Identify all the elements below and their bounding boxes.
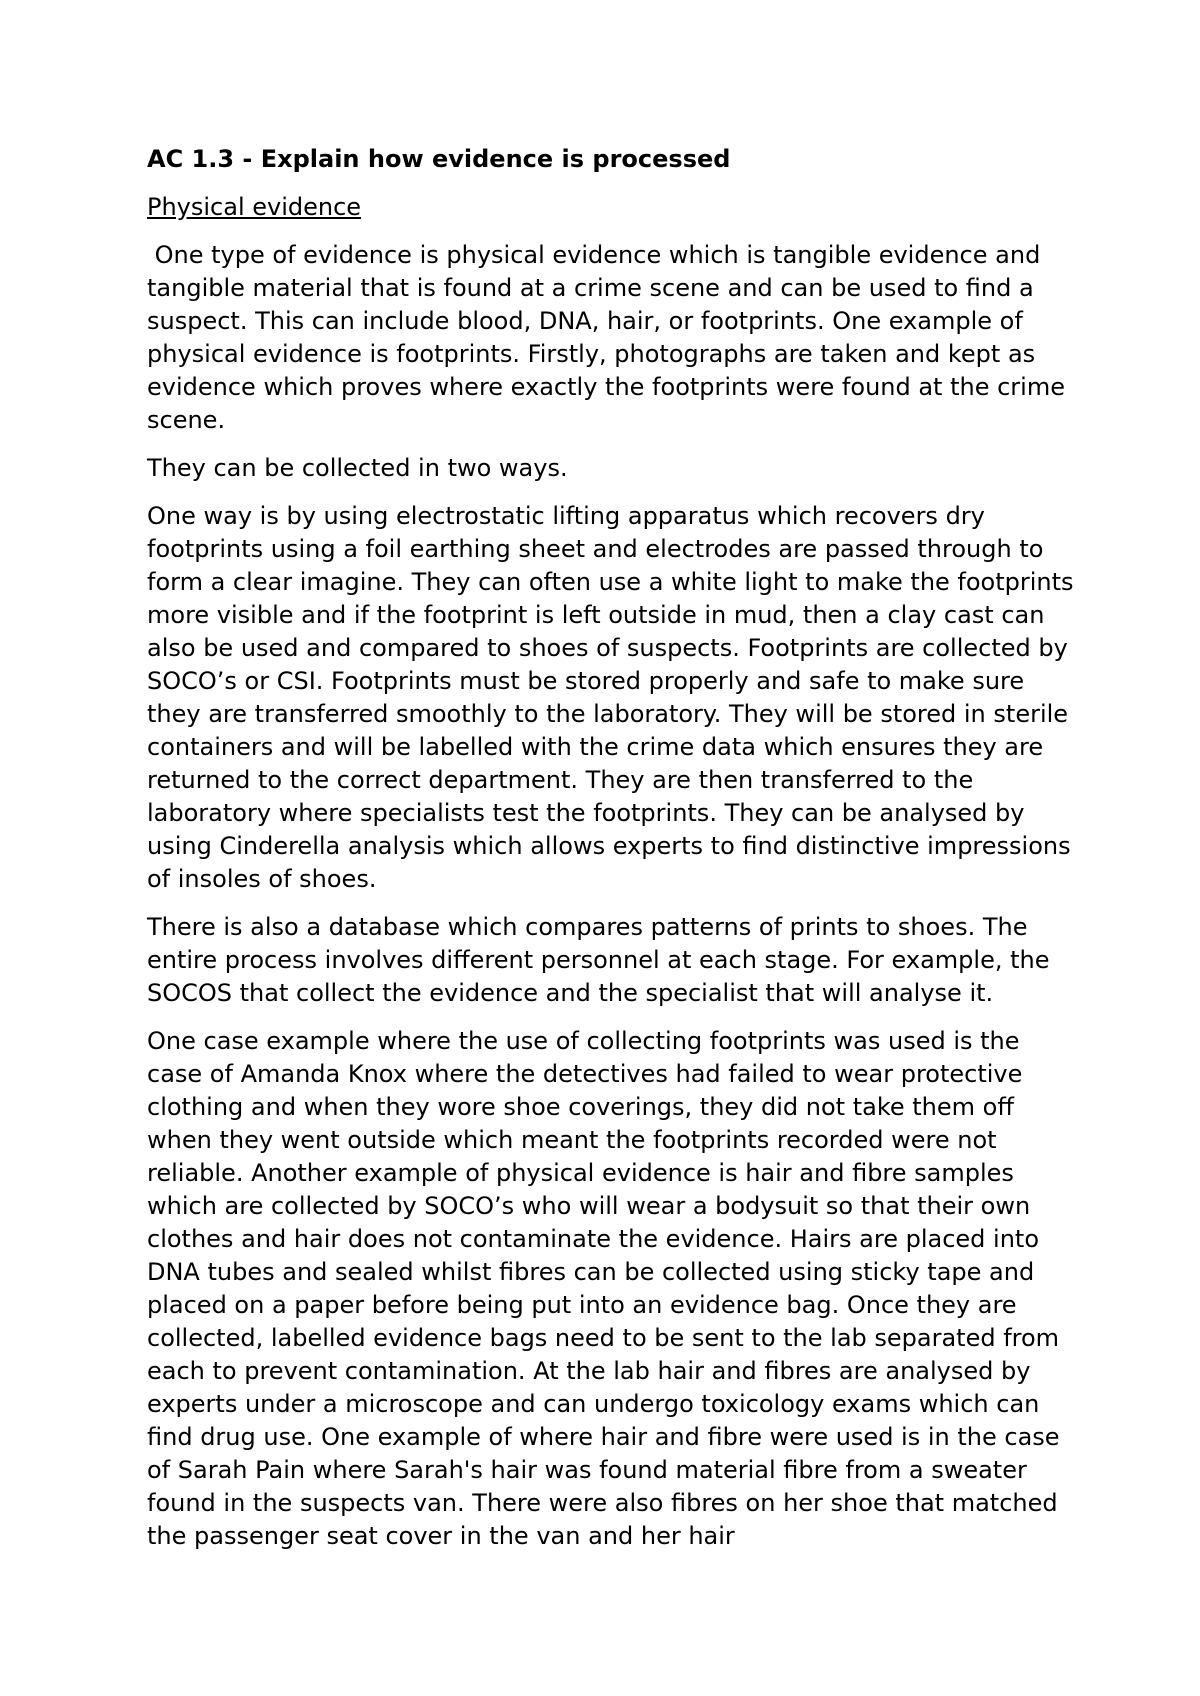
paragraph-electrostatic-lifting: One way is by using electrostatic lifting apparatus which recovers dry footprints using a foil earthing sheet and electrodes are passed through to form a clear imagine. They can often use a white light to make the footprints more visible and if the footprint is left outside in mud, then a clay cast can also be used and compared to shoes of suspects. Footprints are collected by SOCO’s or CSI. Footprints must be stored properly and safe to make sure they are transferred smoothly to the laboratory. They will be stored in sterile containers and will be labelled with the crime data which ensures they are returned to the correct department. They are then transferred to the laboratory where specialists test the footprints. They can be analysed by using Cinderella analysis which allows experts to find distinctive impressions of insoles of shoes. <box>147 502 1074 893</box>
paragraph-intro: One type of evidence is physical evidence which is tangible evidence and tangible material that is found at a crime scene and can be used to find a suspect. This can include blood, DNA, hair, or footprints. One example of physical evidence is footprints. Firstly, photographs are taken and kept as evidence which proves where exactly the footprints were found at the crime scene. <box>147 241 1073 434</box>
document-body <box>147 141 1077 1553</box>
document-title: AC 1.3 - Explain how evidence is processed <box>147 145 731 173</box>
section-heading-physical-evidence: Physical evidence <box>147 193 362 221</box>
paragraph-database: There is also a database which compares patterns of prints to shoes. The entire process involves different personnel at each stage. For example, the SOCOS that collect the evidence and the specialist that will analyse it. <box>147 913 1050 1007</box>
paragraph-collection-ways: They can be collected in two ways. <box>147 454 568 482</box>
paragraph-case-examples: One case example where the use of collecting footprints was used is the case of Amanda Knox where the detectives had failed to wear protective clothing and when they wore shoe coverings, they did not take them off when they went outside which meant the footprints recorded were not reliable. Another example of physical evidence is hair and fibre samples which are collected by SOCO’s who will wear a bodysuit so that their own clothes and hair does not contaminate the evidence. Hairs are placed into DNA tubes and sealed whilst fibres can be collected using sticky tape and placed on a paper before being put into an evidence bag. Once they are collected, labelled evidence bags need to be sent to the lab separated from each to prevent contamination. At the lab hair and fibres are analysed by experts under a microscope and can undergo toxicology exams which can find drug use. One example of where hair and fibre were used is in the case of Sarah Pain where Sarah's hair was found material fibre from a sweater found in the suspects van. There were also fibres on her shoe that matched the passenger seat cover in the van and her hair <box>147 1027 1060 1550</box>
